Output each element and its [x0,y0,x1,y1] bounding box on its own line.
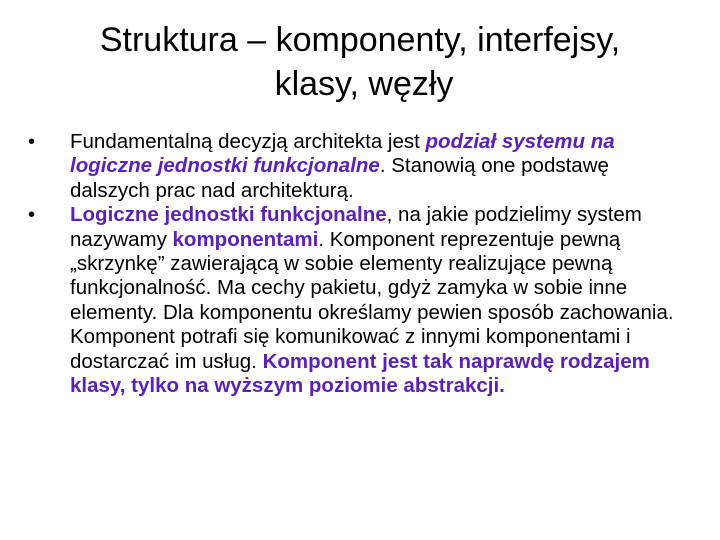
bullet-2-highlight-a: Logiczne jednostki funkcjonalne [70,203,387,227]
bullet-2-text-b: . Komponent reprezentuje pewną „skrzynkę” zawierającą w sobie elementy realizujące pewną funkcjonalność. Ma cechy pakietu, gdyż zamyka w sobie inne elementy. Dla komponentu określamy pewien sposób zachowania. Komponent potrafi się komunikować z innymi komponentami i dostarczać im usług. [70,227,674,373]
bullet-2-highlight-b: komponentami [172,227,319,251]
bullet-2-text-a: , na jakie podzielimy system nazywamy [70,203,642,251]
slide-title [0,18,720,106]
title-line-2: klasy, węzły [274,65,454,103]
bullet-1-text-b: . Stanowią one podstawę dalszych prac nad architekturą. [70,154,609,202]
bullet-1-highlight: podział systemu na logiczne jednostki funkcjonalne [70,130,615,178]
title-line-1: Struktura – komponenty, interfejsy, [99,21,621,59]
bullet-dot-icon: • [28,131,36,153]
bullet-2-highlight-c: Komponent jest tak naprawdę rodzajem klasy, tylko na wyższym poziomie abstrakcji. [70,349,650,398]
bullet-list [28,130,688,398]
bullet-1-text-a: Fundamentalną decyzją architekta jest [70,130,426,153]
bullet-item-1 [28,130,688,203]
bullet-item-2 [28,203,688,398]
bullet-dot-icon: • [28,204,36,227]
